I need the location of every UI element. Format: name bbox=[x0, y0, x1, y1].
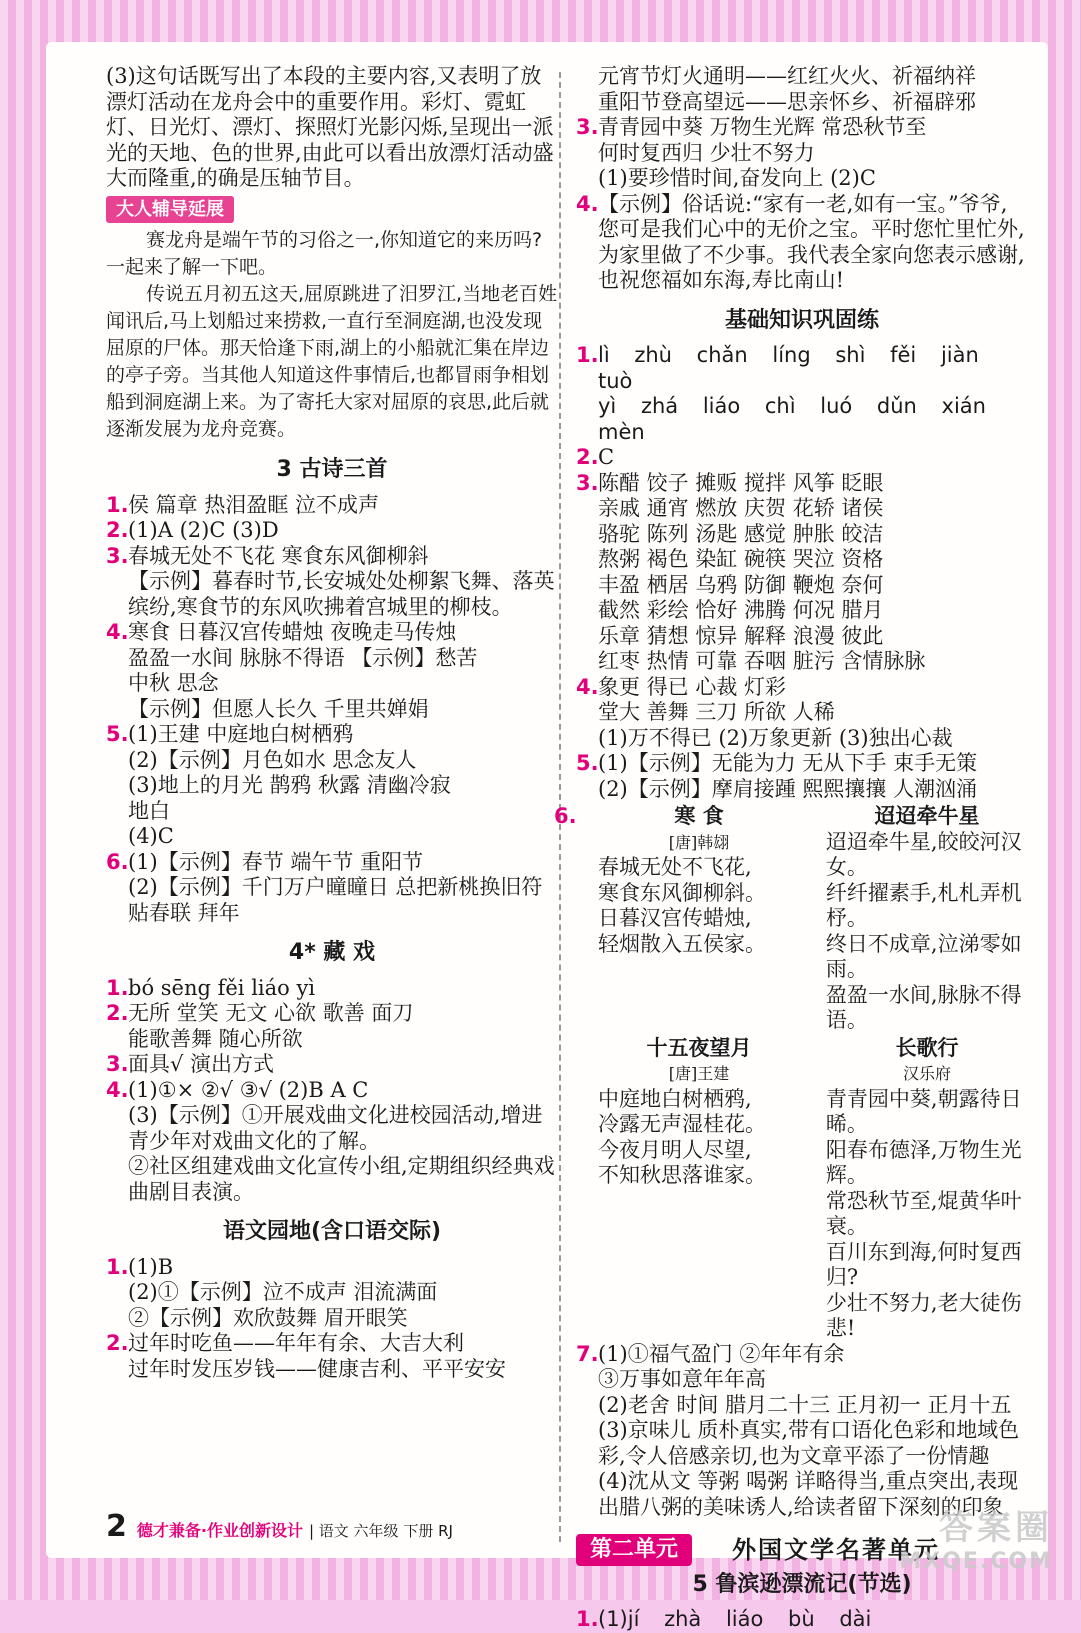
answer-item bbox=[576, 141, 1028, 167]
item-number: 5. bbox=[576, 751, 599, 775]
idiom-answers bbox=[576, 675, 1028, 752]
answer-text: 【示例】但愿人长久 千里共婵娟 bbox=[128, 696, 429, 721]
answer-item bbox=[576, 726, 1028, 752]
answer-text: 地白 bbox=[128, 798, 170, 823]
poem-row bbox=[598, 804, 1028, 1034]
answer-text: (1)A (2)C (3)D bbox=[128, 518, 279, 542]
answer-item bbox=[576, 115, 1028, 141]
answer-text: bó sēng fěi liáo yì bbox=[128, 975, 316, 1000]
item-number: 3. bbox=[576, 115, 599, 139]
poem bbox=[598, 1036, 800, 1342]
poem-line: 终日不成章,泣涕零如雨。 bbox=[825, 931, 1022, 981]
item-number: 7. bbox=[576, 1341, 599, 1366]
answer-item bbox=[576, 192, 1028, 294]
poem-line: 今夜月明人尽望, bbox=[598, 1137, 752, 1162]
answer-text: (2)【示例】月色如水 思念友人 bbox=[128, 747, 417, 772]
poem-title: 迢迢牵牛星 bbox=[874, 804, 980, 828]
answer-item bbox=[576, 547, 1028, 573]
answer-item bbox=[576, 1607, 1028, 1633]
poem-line: 青青园中葵,朝露待日晞。 bbox=[825, 1086, 1022, 1136]
poems-block bbox=[554, 804, 1028, 1342]
answer-text: ③万事如意年年高 bbox=[598, 1367, 766, 1391]
item-number: 1. bbox=[576, 343, 599, 367]
answer-item bbox=[106, 1280, 558, 1306]
answer-item bbox=[576, 1418, 1028, 1469]
guide-paragraph: 赛龙舟是端午节的习俗之一,你知道它的来历吗?一起来了解一下吧。 bbox=[106, 229, 543, 278]
answer-item bbox=[576, 1342, 1028, 1368]
answer-text: 红枣 热情 可靠 吞咽 脏污 含情脉脉 bbox=[598, 649, 926, 673]
left-column bbox=[106, 64, 558, 1382]
answer-text: (2)【示例】千门万户曈曈日 总把新桃换旧符 bbox=[128, 875, 543, 899]
answer-text: (3)【示例】①开展戏曲文化进校园活动,增进青少年对戏曲文化的了解。 bbox=[128, 1103, 543, 1153]
poem-line: 百川东到海,何时复西归? bbox=[825, 1239, 1022, 1289]
answer-item bbox=[576, 522, 1028, 548]
answer-item bbox=[576, 573, 1028, 599]
continued-answers bbox=[576, 64, 1028, 294]
poem-grid bbox=[598, 804, 1028, 1342]
answer-item bbox=[576, 1393, 1028, 1419]
answer-text: (1)【示例】无能为力 无从下手 束手无策 bbox=[598, 751, 978, 775]
section-title-lesson5: 5 鲁滨逊漂流记(节选) bbox=[692, 1571, 912, 1597]
answer-text: ②社区组建戏曲文化宣传小组,定期组织经典戏曲剧目表演。 bbox=[128, 1154, 555, 1204]
poem bbox=[598, 804, 800, 1034]
poem bbox=[826, 804, 1028, 1034]
answer-item bbox=[576, 166, 1028, 192]
guide-badge: 大人辅导延展 bbox=[106, 196, 234, 224]
answer-text: 陈醋 饺子 摊贩 搅拌 风筝 眨眼 bbox=[598, 470, 884, 495]
answer-item bbox=[576, 777, 1028, 803]
watermark-text: 答案圈 bbox=[939, 1508, 1053, 1548]
answer-text: (1)万不得已 (2)万象更新 (3)独出心裁 bbox=[598, 725, 953, 750]
answer-item bbox=[576, 343, 1028, 394]
answer-text: (2)老舍 时间 腊月二十三 正月初一 正月十五 bbox=[598, 1392, 1012, 1417]
answer-item bbox=[576, 496, 1028, 522]
word-grid bbox=[576, 471, 1028, 675]
answer-text: 骆驼 陈列 汤匙 感觉 肿胀 皎洁 bbox=[598, 521, 884, 546]
poem bbox=[826, 1036, 1028, 1342]
unit-name: 外国文学名著单元 bbox=[732, 1535, 941, 1564]
yuwen-yuandi-answers bbox=[106, 1255, 558, 1383]
poem-line: 常恐秋节至,焜黄华叶衰。 bbox=[825, 1188, 1022, 1238]
answer-item bbox=[106, 1052, 558, 1078]
answer-text: (1)王建 中庭地白树栖鸦 bbox=[128, 722, 354, 746]
poem-line: 日暮汉宫传蜡烛, bbox=[598, 906, 752, 930]
answer-item bbox=[106, 1331, 558, 1357]
answer-item bbox=[106, 1255, 558, 1281]
answer-item bbox=[106, 875, 558, 901]
item-number: 6. bbox=[106, 849, 129, 874]
answer-text: C bbox=[598, 445, 615, 469]
answer-text: 盈盈一水间 脉脉不得语 【示例】愁苦 bbox=[128, 645, 478, 670]
pinyin-line: lì zhù chǎn líng shì fěi jiàn tuò bbox=[598, 343, 979, 393]
answer-item bbox=[106, 773, 558, 799]
item-number: 2. bbox=[576, 445, 599, 469]
poem-line: 寒食东风御柳斜。 bbox=[598, 880, 766, 905]
answer-text: 元宵节灯火通明——红红火火、祈福纳祥 bbox=[598, 64, 976, 88]
answer-text: 能歌善舞 随心所欲 bbox=[128, 1026, 303, 1051]
item-number: 3. bbox=[576, 470, 599, 495]
answer-text: 寒食 日暮汉宫传蜡烛 夜晚走马传烛 bbox=[128, 620, 457, 644]
poem-title: 长歌行 bbox=[895, 1035, 959, 1060]
poem-line: 阳春布德泽,万物生光辉。 bbox=[825, 1137, 1022, 1187]
answer-item bbox=[106, 518, 558, 544]
book-brand: 德才兼备·作业创新设计 bbox=[136, 1521, 303, 1540]
answer-text: (4)C bbox=[128, 824, 174, 848]
answer-item bbox=[106, 1078, 558, 1104]
answer-item bbox=[576, 445, 1028, 471]
item-number: 5. bbox=[106, 722, 129, 746]
answer-text: 春城无处不飞花 寒食东风御柳斜 bbox=[128, 543, 429, 568]
item-number: 1. bbox=[106, 492, 129, 517]
section-title-lesson4: 4* 藏 戏 bbox=[288, 940, 376, 965]
right-column bbox=[554, 64, 1028, 1633]
answer-text: 【示例】暮春时节,长安城处处柳絮飞舞、落英缤纷,寒食节的东风吹拂着宫城里的柳枝。 bbox=[128, 569, 555, 619]
section-title-lesson3: 3 古诗三首 bbox=[276, 457, 388, 482]
item-number: 1. bbox=[576, 1607, 599, 1631]
answer-text: (1)B bbox=[128, 1254, 174, 1279]
book-subtitle: | 语文 六年级 下册 RJ bbox=[308, 1522, 453, 1540]
item-number: 4. bbox=[576, 674, 599, 699]
answer-item bbox=[106, 493, 558, 519]
lesson3-answers bbox=[106, 493, 558, 927]
answer-item bbox=[576, 471, 1028, 497]
lead-text: (3)这句话既写出了本段的主要内容,又表明了放漂灯活动在龙舟会中的重要作用。彩灯、霓虹灯、日光灯、漂灯、探照灯光影闪烁,呈现出一派光的天地、色的世界,由此可以看出放漂灯活动盛大而隆重,的确是压轴节目。 bbox=[106, 64, 554, 190]
answer-item bbox=[106, 976, 558, 1002]
answer-item bbox=[106, 697, 558, 723]
answer-item bbox=[106, 1001, 558, 1027]
answer-item bbox=[106, 1357, 558, 1383]
poem-row bbox=[598, 1036, 1028, 1342]
answer-text: 【示例】俗话说:“家有一老,如有一宝。”爷爷,您可是我们心中的无价之宝。平时您忙里忙外,为家里做了不少事。我代表全家向您表示感谢,也祝您福如东海,寿比南山! bbox=[598, 191, 1025, 292]
item-number: 4. bbox=[576, 191, 599, 216]
page-number: 2 bbox=[106, 1509, 127, 1544]
answer-item bbox=[576, 624, 1028, 650]
item-number: 1. bbox=[106, 1254, 129, 1279]
answer-item bbox=[106, 544, 558, 570]
reading-answers bbox=[576, 1342, 1028, 1521]
poem-line: 纤纤擢素手,札札弄机杼。 bbox=[825, 880, 1022, 930]
poem-line: 不知秋思落谁家。 bbox=[598, 1163, 766, 1187]
watermark-url: MXQE.COM bbox=[899, 1549, 1053, 1574]
answer-item bbox=[106, 1027, 558, 1053]
answer-item bbox=[106, 1154, 558, 1205]
answer-item bbox=[576, 64, 1028, 90]
poem-line: 迢迢牵牛星,皎皎河汉女。 bbox=[825, 829, 1022, 879]
answer-item bbox=[106, 1306, 558, 1332]
answer-item bbox=[576, 598, 1028, 624]
poem-line: 冷露无声湿桂花。 bbox=[598, 1112, 766, 1136]
answer-text: 贴春联 拜年 bbox=[128, 900, 240, 925]
answer-text: (1)①福气盈门 ②年年有余 bbox=[598, 1341, 845, 1366]
answer-item bbox=[106, 799, 558, 825]
guide-paragraph: 传说五月初五这天,屈原跳进了汨罗江,当地老百姓闻讯后,马上划船过来捞救,一直行至洞庭湖,也没发现屈原的尸体。那天恰逢下雨,湖上的小船就汇集在岸边的亭子旁。当其他人知道这件事情后,也都冒雨争相划船到洞庭湖上来。为了寄托大家对屈原的哀思,此后就逐渐发展为龙舟竞赛。 bbox=[106, 283, 558, 440]
answer-text: 亲戚 通宵 燃放 庆贺 花轿 诸侯 bbox=[598, 496, 884, 520]
answer-text: (2)【示例】摩肩接踵 熙熙攘攘 人潮汹涌 bbox=[598, 776, 978, 801]
section-title-basic: 基础知识巩固练 bbox=[724, 307, 879, 333]
answer-text: 丰盈 栖居 乌鸦 防御 鞭炮 奈何 bbox=[598, 572, 884, 597]
page-footer bbox=[106, 1509, 453, 1544]
poem-line: 中庭地白树栖鸦, bbox=[598, 1086, 752, 1111]
answer-item bbox=[106, 850, 558, 876]
section-title-yuwen-yuandi: 语文园地(含口语交际) bbox=[222, 1219, 442, 1244]
answer-text: (4)沈从文 等粥 喝粥 详略得当,重点突出,表现出腊八粥的美味诱人,给读者留下深刻的印象 bbox=[598, 1469, 1019, 1519]
watermark-logo bbox=[899, 1500, 1053, 1574]
unit-badge: 第二单元 bbox=[576, 1534, 692, 1566]
lesson4-answers bbox=[106, 976, 558, 1206]
poem-line: 春城无处不飞花, bbox=[598, 855, 752, 879]
answer-item bbox=[106, 646, 558, 672]
answer-text: 重阳节登高望远——思亲怀乡、祈福辟邪 bbox=[598, 89, 976, 114]
guide-box bbox=[106, 227, 558, 443]
poem-author: [唐]王建 bbox=[668, 1064, 730, 1083]
answer-item bbox=[576, 700, 1028, 726]
answer-text: 熬粥 褐色 染缸 碗筷 哭泣 资格 bbox=[598, 547, 884, 571]
answer-text: (2)①【示例】泣不成声 泪流满面 bbox=[128, 1280, 438, 1304]
poem-author: 汉乐府 bbox=[902, 1064, 951, 1083]
answer-text: 过年时吃鱼——年年有余、大吉大利 bbox=[128, 1331, 464, 1355]
answer-item bbox=[576, 1367, 1028, 1393]
item-number: 4. bbox=[106, 620, 129, 644]
item-number: 2. bbox=[106, 1331, 129, 1355]
answer-text: 中秋 思念 bbox=[128, 671, 219, 695]
answer-item bbox=[106, 901, 558, 927]
answer-text: 青青园中葵 万物生光辉 常恐秋节至 bbox=[598, 115, 927, 139]
answer-item bbox=[576, 675, 1028, 701]
answer-text: 截然 彩绘 恰好 沸腾 何况 腊月 bbox=[598, 598, 884, 622]
pinyin-line: (1)jí zhà liáo bù dài bbox=[598, 1607, 872, 1631]
item-number: 3. bbox=[106, 1052, 129, 1076]
item-number: 2. bbox=[106, 1001, 129, 1025]
answer-text: 侯 篇章 热泪盈眶 泣不成声 bbox=[128, 492, 380, 517]
pinyin-line: yì zhá liáo chì luó dǔn xián mèn bbox=[598, 394, 986, 444]
answer-text: ②【示例】欢欣鼓舞 眉开眼笑 bbox=[128, 1305, 408, 1330]
answer-item bbox=[106, 824, 558, 850]
poem-author: [唐]韩翃 bbox=[668, 832, 730, 852]
answer-item bbox=[576, 751, 1028, 777]
poem-line: 盈盈一水间,脉脉不得语。 bbox=[825, 982, 1022, 1032]
answer-text: (3)地上的月光 鹊鸦 秋露 清幽冷寂 bbox=[128, 773, 451, 797]
poem-title: 寒 食 bbox=[674, 804, 724, 828]
poem-line: 轻烟散入五侯家。 bbox=[598, 931, 766, 956]
poem-line: 少壮不努力,老大徒伤悲! bbox=[825, 1290, 1022, 1340]
answer-text: 何时复西归 少壮不努力 bbox=[598, 140, 815, 165]
poem-title: 十五夜望月 bbox=[646, 1035, 752, 1060]
answer-item bbox=[576, 649, 1028, 675]
item-number: 4. bbox=[106, 1077, 129, 1102]
answer-text: (1)①× ②√ ③√ (2)B A C bbox=[128, 1077, 369, 1102]
answer-text: 面具√ 演出方式 bbox=[128, 1052, 275, 1076]
answer-text: (1)要珍惜时间,奋发向上 (2)C bbox=[598, 166, 876, 190]
answer-item bbox=[106, 1103, 558, 1154]
answer-text: 无所 堂笑 无文 心欲 歌善 面刀 bbox=[128, 1001, 414, 1025]
phrase-answers bbox=[576, 751, 1028, 802]
answer-item bbox=[106, 620, 558, 646]
answer-text: 乐章 猜想 惊异 解释 浪漫 彼此 bbox=[598, 623, 884, 648]
item-number: 2. bbox=[106, 518, 129, 542]
item-number: 3. bbox=[106, 543, 129, 568]
answer-item bbox=[106, 748, 558, 774]
answer-item bbox=[106, 569, 558, 620]
item-number: 1. bbox=[106, 975, 129, 1000]
answer-item bbox=[106, 671, 558, 697]
answer-text: (3)京味儿 质朴真实,带有口语化色彩和地域色彩,令人倍感亲切,也为文章平添了一份情趣 bbox=[598, 1418, 1020, 1468]
item-number: 6. bbox=[554, 804, 577, 828]
answer-item bbox=[106, 722, 558, 748]
answer-text: 堂大 善舞 三刀 所欲 人稀 bbox=[598, 700, 835, 724]
answer-text: 象更 得已 心裁 灯彩 bbox=[598, 674, 787, 699]
answer-text: 过年时发压岁钱——健康吉利、平平安安 bbox=[128, 1356, 506, 1381]
answer-text: (1)【示例】春节 端午节 重阳节 bbox=[128, 849, 424, 874]
answer-item bbox=[576, 90, 1028, 116]
